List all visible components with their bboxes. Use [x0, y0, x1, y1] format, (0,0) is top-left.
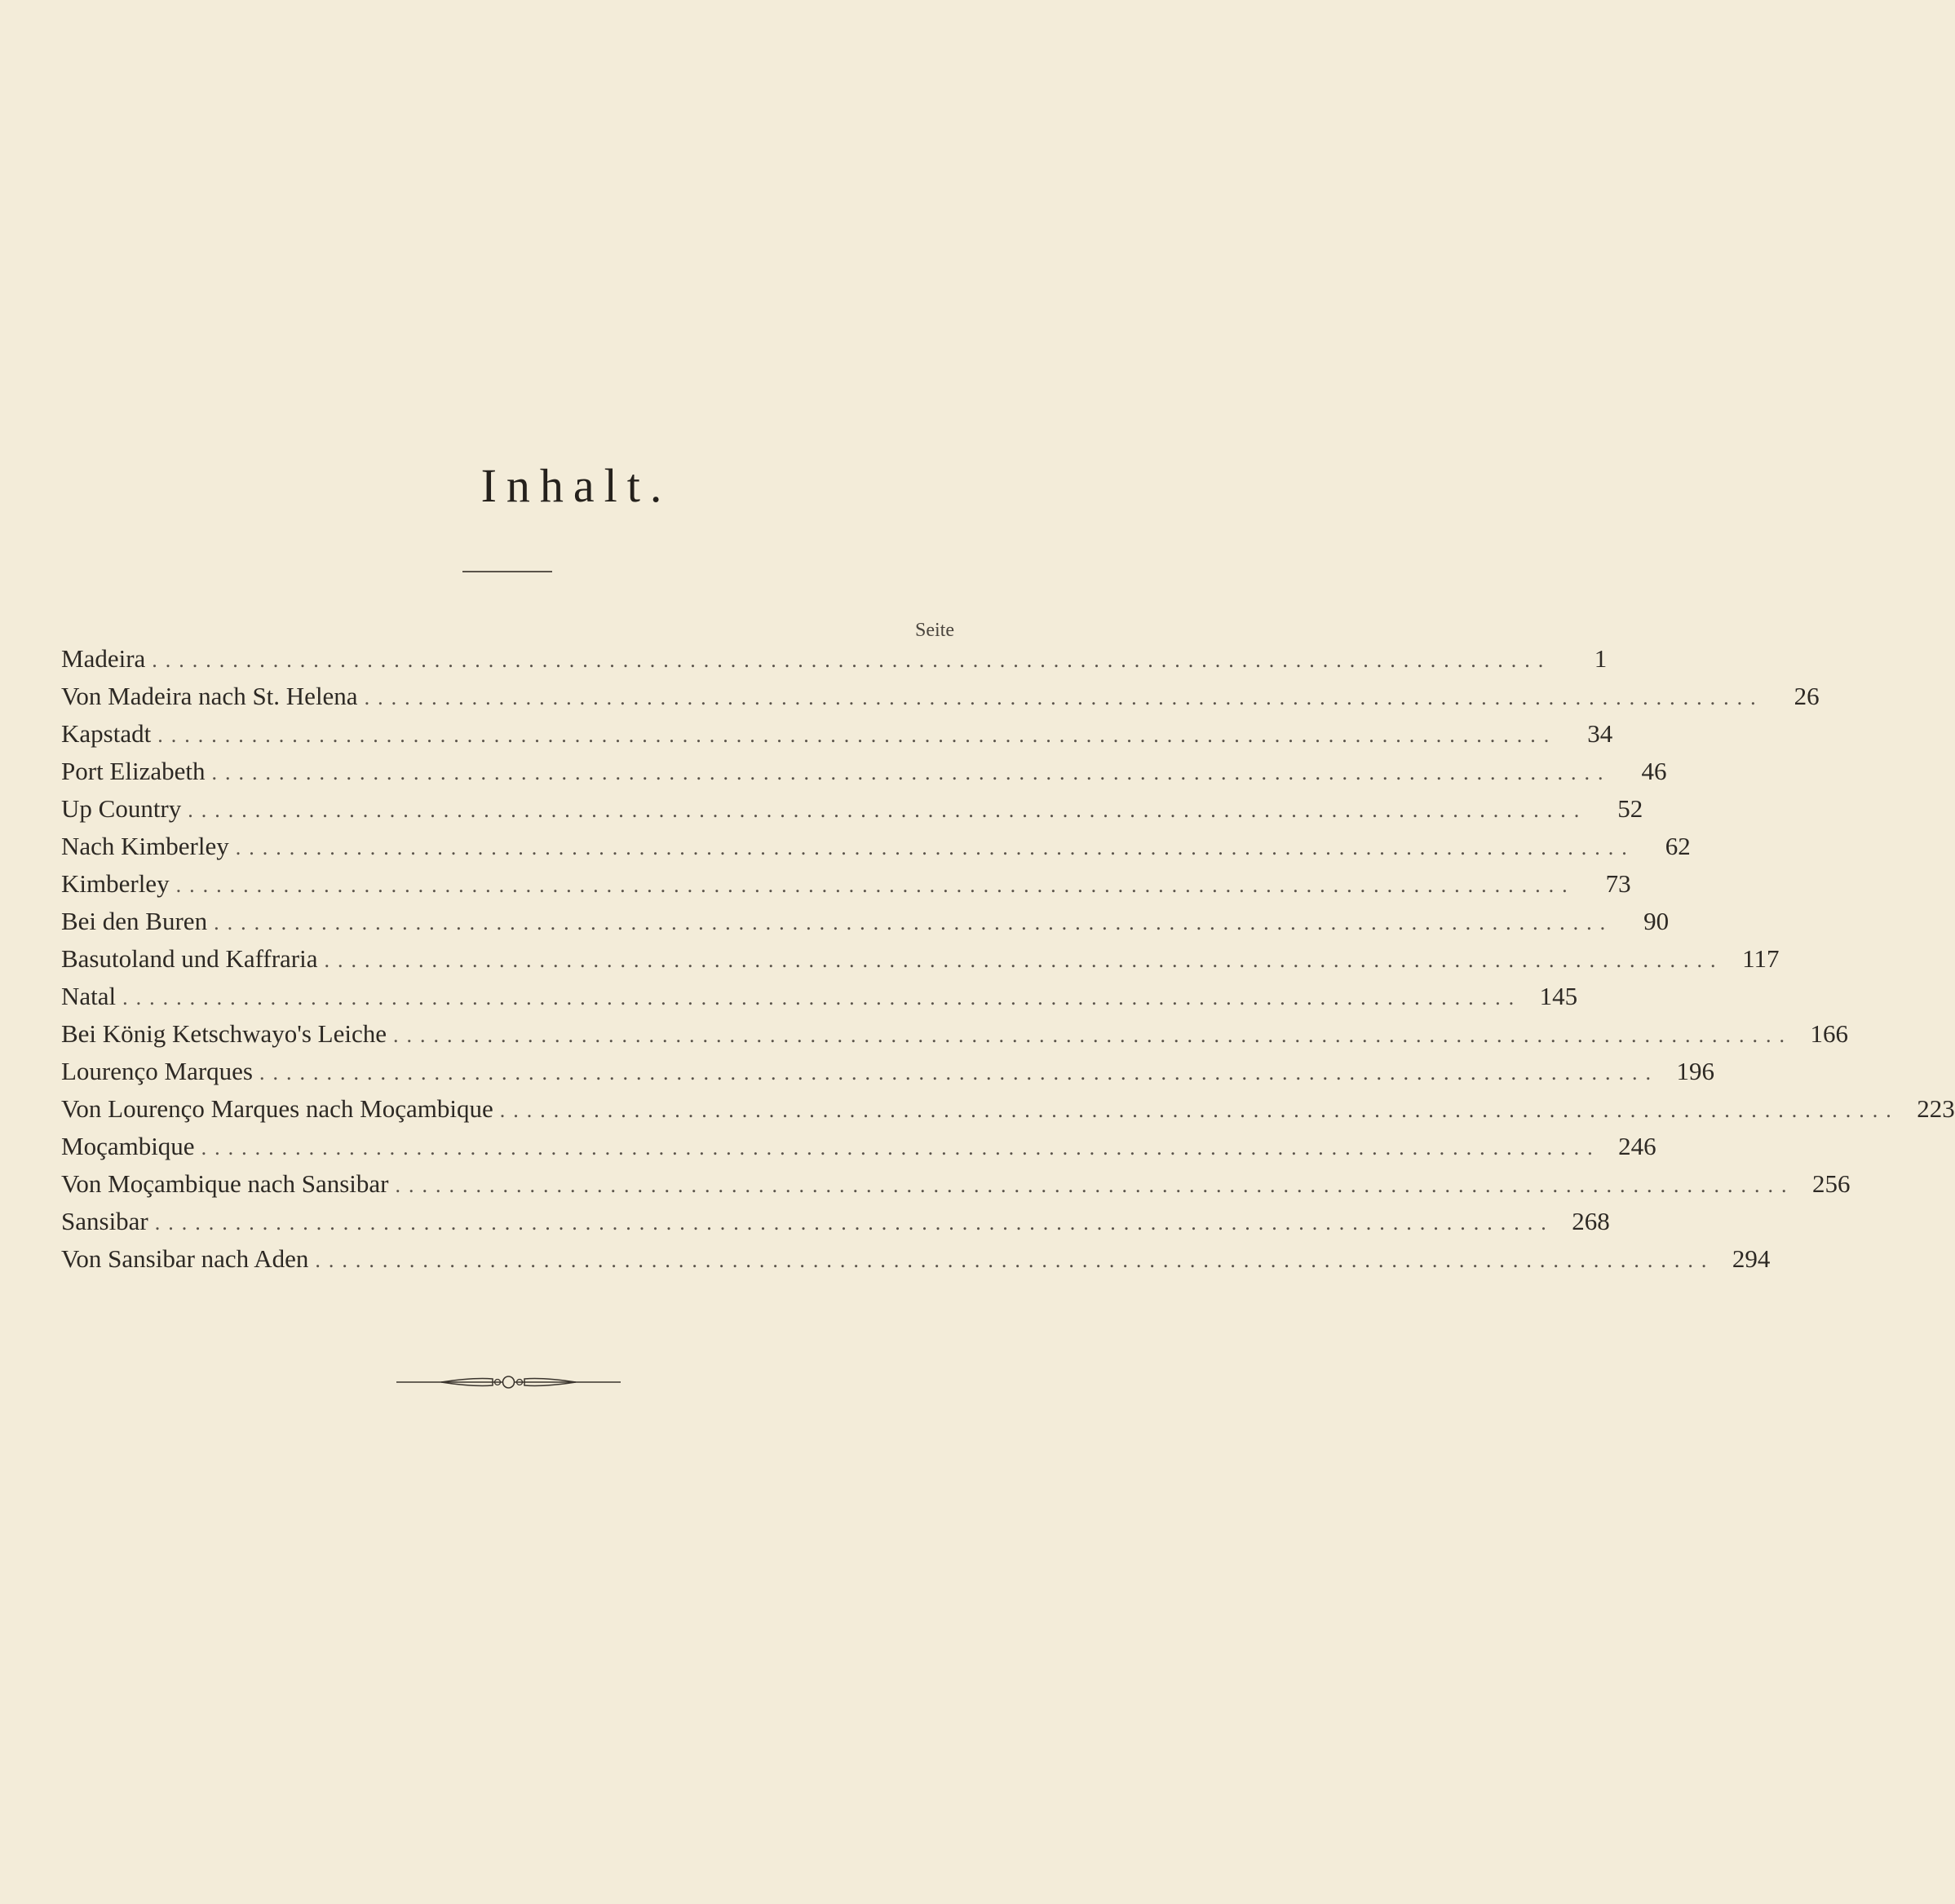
toc-entry-page: 166	[1810, 1019, 1849, 1048]
toc-entry-title: Basutoland und Kaffraria	[61, 944, 318, 973]
toc-entry-title: Von Sansibar nach Aden	[61, 1244, 309, 1273]
leader-dots: ........................................................................................................	[157, 723, 1558, 747]
page-title: Inhalt.	[480, 459, 672, 512]
toc-entry-page: 246	[1618, 1132, 1656, 1160]
toc-entry[interactable]	[61, 944, 1780, 982]
toc-entry-title: Up Country	[61, 794, 182, 823]
leader-dots: ........................................................................................................	[201, 1136, 1601, 1160]
toc-entry[interactable]	[61, 1207, 1610, 1244]
toc-entry-title: Madeira	[61, 644, 146, 673]
title-divider	[462, 571, 552, 572]
leader-dots: ........................................................................................................	[122, 986, 1523, 1009]
toc-entry[interactable]	[61, 1057, 1714, 1094]
toc-entry[interactable]	[61, 1132, 1656, 1169]
leader-dots: ........................................................................................................	[499, 1098, 1900, 1122]
toc-entry[interactable]	[61, 1019, 1849, 1057]
toc-entry[interactable]	[61, 757, 1667, 794]
toc-entry-title: Von Moçambique nach Sansibar	[61, 1169, 389, 1198]
toc-entry-page: 223	[1917, 1094, 1955, 1123]
toc-entry-page: 26	[1794, 682, 1820, 710]
leader-dots: ........................................................................................................	[152, 648, 1552, 672]
toc-entry-page: 52	[1617, 794, 1643, 823]
leader-dots: ........................................................................................................	[393, 1023, 1794, 1047]
toc-entry-title: Kimberley	[61, 869, 170, 898]
leader-dots: ........................................................................................................	[324, 948, 1724, 972]
toc-entry[interactable]	[61, 719, 1613, 757]
toc-entry-page: 90	[1643, 907, 1670, 935]
toc-entry-title: Nach Kimberley	[61, 832, 229, 860]
toc-entry-page: 1	[1594, 644, 1608, 673]
toc-entry-title: Moçambique	[61, 1132, 195, 1160]
leader-dots: ........................................................................................................	[395, 1173, 1795, 1197]
toc-entry-page: 34	[1587, 719, 1613, 748]
toc-entry[interactable]	[61, 644, 1608, 682]
toc-entry-page: 117	[1742, 944, 1780, 973]
leader-dots: ........................................................................................................	[315, 1248, 1715, 1272]
leader-dots: ........................................................................................................	[188, 798, 1588, 822]
toc-entry[interactable]	[61, 869, 1631, 907]
toc-entry-title: Port Elizabeth	[61, 757, 206, 785]
toc-entry[interactable]	[61, 1094, 1955, 1132]
toc-entry[interactable]	[61, 982, 1578, 1019]
leader-dots: ........................................................................................................	[175, 873, 1576, 897]
toc-entry-page: 145	[1539, 982, 1578, 1010]
ornament-divider	[396, 1370, 621, 1394]
leader-dots: ........................................................................................................	[259, 1061, 1659, 1085]
toc-entry-title: Bei den Buren	[61, 907, 208, 935]
toc-entry[interactable]	[61, 794, 1643, 832]
toc-entry[interactable]	[61, 832, 1691, 869]
toc-entry-page: 256	[1812, 1169, 1851, 1198]
toc-entry-page: 268	[1572, 1207, 1610, 1235]
toc-entry-title: Sansibar	[61, 1207, 148, 1235]
leader-dots: ........................................................................................................	[211, 761, 1612, 784]
toc-entry-page: 294	[1732, 1244, 1771, 1273]
toc-entry-page: 62	[1665, 832, 1691, 860]
toc-entry-title: Von Lourenço Marques nach Moçambique	[61, 1094, 493, 1123]
toc-entry-title: Kapstadt	[61, 719, 152, 748]
toc-entry[interactable]	[61, 1244, 1771, 1282]
leader-dots: ........................................................................................................	[214, 911, 1614, 934]
toc-entry-page: 46	[1641, 757, 1667, 785]
table-of-contents	[61, 644, 1955, 1282]
toc-entry-title: Bei König Ketschwayo's Leiche	[61, 1019, 387, 1048]
toc-entry[interactable]	[61, 907, 1670, 944]
toc-entry[interactable]	[61, 1169, 1851, 1207]
toc-entry-page: 73	[1605, 869, 1631, 898]
page-column-heading: Seite	[915, 620, 954, 641]
leader-dots: ........................................................................................................	[364, 686, 1764, 709]
toc-entry-page: 196	[1676, 1057, 1714, 1085]
toc-entry-title: Natal	[61, 982, 117, 1010]
leader-dots: ........................................................................................................	[154, 1211, 1555, 1235]
leader-dots: ........................................................................................................	[235, 836, 1635, 859]
toc-entry-title: Lourenço Marques	[61, 1057, 253, 1085]
toc-entry-title: Von Madeira nach St. Helena	[61, 682, 358, 710]
toc-entry[interactable]	[61, 682, 1820, 719]
